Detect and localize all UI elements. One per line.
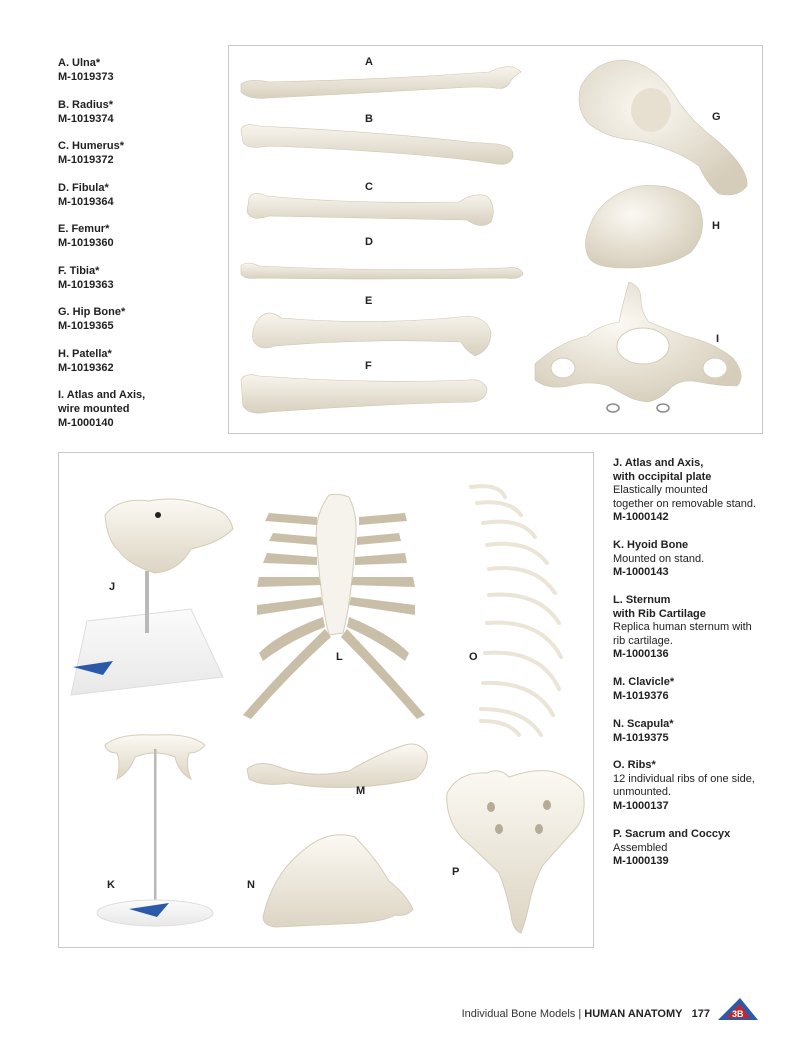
label-n: N [247, 879, 255, 891]
item-title: P. Sacrum and Coccyx [613, 828, 731, 840]
item-name-2: wire mounted [58, 403, 130, 415]
label-p: P [452, 866, 460, 878]
hyoid-stand-rod [154, 749, 157, 901]
item-name: H. Patella* [58, 348, 112, 360]
page-footer [462, 1008, 710, 1020]
item-code: M-1000137 [613, 799, 669, 812]
radius-bone [241, 125, 513, 165]
item-title: N. Scapula* [613, 718, 674, 730]
item-desc: Assembled [613, 841, 668, 854]
list-item-sacrum [613, 828, 793, 869]
item-title: L. Sternum [613, 594, 671, 606]
item-title-2: with Rib Cartilage [613, 607, 706, 620]
atlas-occipital-bone [105, 499, 233, 573]
item-code: M-1019363 [58, 279, 114, 291]
item-name: E. Femur* [58, 223, 110, 235]
item-desc: Replica human sternum with [613, 621, 752, 633]
list-item-patella [58, 347, 114, 375]
item-desc: Mounted on stand. [613, 552, 705, 565]
item-code: M-1019375 [613, 731, 669, 744]
item-title: O. Ribs* [613, 759, 656, 771]
item-name: G. Hip Bone* [58, 306, 126, 318]
item-code: M-1019374 [58, 113, 114, 125]
label-o: O [469, 651, 478, 663]
list-item-hyoid [613, 539, 793, 580]
item-name: B. Radius* [58, 99, 114, 111]
item-code: M-1000142 [613, 511, 669, 523]
label-d: D [365, 236, 373, 248]
item-name: D. Fibula* [58, 182, 109, 194]
item-code: M-1019372 [58, 154, 114, 166]
item-code: M-1000140 [58, 417, 114, 429]
item-title-2: with occipital plate [613, 470, 712, 483]
item-name: I. Atlas and Axis, [58, 389, 146, 401]
item-code: M-1019364 [58, 196, 114, 208]
list-item-ribs [613, 759, 793, 813]
item-desc: together on removable stand. [613, 497, 757, 510]
item-desc: unmounted. [613, 786, 672, 798]
item-desc: 12 individual ribs of one side, [613, 772, 755, 785]
bottom-image-panel [58, 452, 594, 948]
bottom-bones-illustration [59, 453, 593, 947]
brand-logo-shape [716, 996, 760, 1022]
ulna-bone [241, 67, 521, 99]
label-a: A [365, 56, 373, 68]
item-code: M-1000143 [613, 566, 669, 578]
list-item-radius [58, 98, 114, 126]
sternum-with-cartilage [243, 494, 425, 719]
sacrum-bone [447, 771, 584, 933]
top-image-panel [228, 45, 763, 434]
humerus-bone [247, 193, 493, 225]
list-item-femur [58, 222, 114, 250]
footer-section: Individual Bone Models | [461, 1008, 582, 1020]
label-l: L [336, 651, 343, 663]
item-title: K. Hyoid Bone [613, 539, 689, 551]
top-bones-illustration [229, 46, 762, 433]
item-title: M. Clavicle* [613, 676, 675, 688]
label-j: J [109, 581, 116, 593]
list-item-tibia [58, 264, 114, 292]
item-name: A. Ulna* [58, 57, 101, 69]
list-item-sternum [613, 594, 793, 662]
label-e: E [365, 295, 373, 307]
list-item-atlas-occipital [613, 457, 793, 525]
item-name: F. Tibia* [58, 265, 100, 277]
item-code: M-1019362 [58, 362, 114, 374]
clavicle-bone [247, 744, 427, 788]
footer-chapter: HUMAN ANATOMY [584, 1008, 683, 1020]
list-item-fibula [58, 181, 114, 209]
patella-bone [585, 185, 702, 268]
page-number: 177 [691, 1008, 710, 1020]
tibia-bone [241, 375, 487, 413]
femur-bone [253, 313, 491, 356]
item-code: M-1019360 [58, 237, 114, 249]
item-code: M-1000136 [613, 648, 669, 660]
list-item-clavicle [613, 676, 793, 703]
item-code: M-1019365 [58, 320, 114, 332]
label-f: F [365, 360, 372, 372]
item-desc: Elastically mounted [613, 484, 708, 496]
ribs-set [471, 486, 561, 735]
label-m: M [356, 785, 366, 797]
item-code: M-1019373 [58, 71, 114, 83]
label-h: H [712, 220, 720, 232]
brand-logo-icon [716, 996, 760, 1022]
list-item-ulna [58, 56, 114, 84]
label-i: I [716, 333, 720, 345]
label-k: K [107, 879, 115, 891]
fibula-bone [241, 263, 523, 279]
list-item-humerus [58, 139, 124, 167]
label-b: B [365, 113, 373, 125]
label-c: C [365, 181, 373, 193]
atlas-stand-rod [145, 571, 149, 633]
item-desc: rib cartilage. [613, 634, 673, 647]
list-item-atlas-axis [58, 388, 145, 430]
item-code: M-1019376 [613, 689, 669, 702]
logo-text: 3B [732, 1009, 744, 1019]
list-item-scapula [613, 718, 793, 745]
scapula-bone [263, 835, 413, 927]
item-name: C. Humerus* [58, 140, 125, 152]
item-title: J. Atlas and Axis, [613, 457, 704, 469]
list-item-hip-bone [58, 305, 125, 333]
item-code: M-1000139 [613, 855, 669, 867]
label-g: G [712, 111, 721, 123]
